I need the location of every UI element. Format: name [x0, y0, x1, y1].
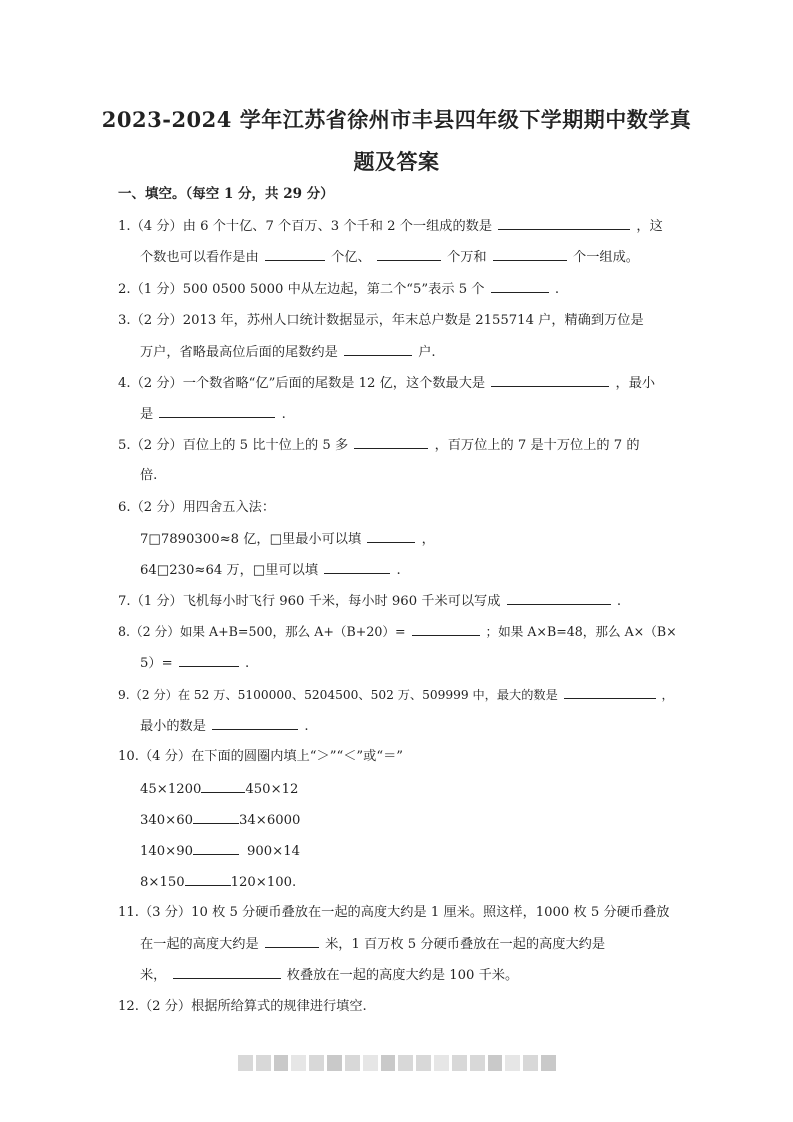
q11-text: 枚叠放在一起的高度大约是 100 千米。 [286, 968, 519, 983]
q6-text: 64□230≈64 万，□里可以填 [140, 563, 319, 578]
comparison-right: 34×6000 [239, 813, 301, 828]
q7-text: 7.（1 分）飞机每小时飞行 960 千米，每小时 960 千米可以写成 [118, 594, 501, 609]
comparison-left: 140×90 [140, 844, 194, 859]
question-6-line-2 [140, 529, 435, 550]
comparison-right: 900×14 [247, 844, 301, 859]
answer-blank[interactable] [412, 622, 480, 636]
answer-blank[interactable] [193, 841, 239, 855]
question-12: 12.（2 分）根据所给算式的规律进行填空. [118, 999, 367, 1014]
comparison-row [140, 779, 298, 800]
answer-blank[interactable] [201, 779, 245, 793]
question-9-line-2 [140, 716, 309, 737]
q4-text: 4.（2 分）一个数省略“亿”后面的尾数是 12 亿，这个数最大是 [118, 376, 486, 391]
answer-blank[interactable] [265, 247, 325, 261]
question-2 [118, 279, 559, 300]
q4-text: 是 [140, 407, 154, 422]
q9-text: 9.（2 分）在 52 万、5100000、5204500、502 万、509999 中，最大的数是 [118, 688, 558, 702]
question-4-line-1 [118, 373, 655, 394]
answer-blank[interactable] [179, 653, 239, 667]
comparison-row [140, 872, 296, 893]
q9-text: ， [661, 688, 674, 702]
comparison-left: 45×1200 [140, 782, 202, 797]
question-11-line-2 [140, 934, 605, 955]
question-9-line-1 [118, 685, 674, 705]
answer-blank[interactable] [377, 247, 441, 261]
question-7 [118, 591, 621, 612]
q7-text: . [616, 594, 622, 609]
q2-text: 2.（1 分）500 0500 5000 中从左边起，第二个“5”表示 5 个 [118, 282, 485, 297]
answer-blank[interactable] [159, 404, 275, 418]
answer-blank[interactable] [354, 435, 428, 449]
q1-text: ，这 [636, 219, 663, 234]
answer-blank[interactable] [185, 872, 231, 886]
answer-blank[interactable] [507, 591, 611, 605]
q2-text: . [554, 282, 560, 297]
comparison-row [140, 810, 300, 831]
q1-text: 个亿、 [331, 250, 371, 265]
title-line-2: 题及答案 [353, 149, 440, 174]
q8-text: 8.（2 分）如果 A+B=500，那么 A+（B+20）= [118, 624, 406, 639]
question-5-line-2: 倍. [140, 468, 158, 483]
q6-text: . [396, 563, 401, 578]
q6-text: 7□7890300≈8 亿，□里最小可以填 [140, 532, 362, 547]
question-6-line-3 [140, 560, 401, 581]
question-3-line-2 [140, 342, 436, 363]
q1-text: 个一组成。 [573, 250, 639, 265]
blurred-footer-watermark [238, 1055, 556, 1071]
question-3-line-1: 3.（2 分）2013 年，苏州人口统计数据显示，年末总户数是 2155714 户，精确到万位是 [118, 313, 644, 328]
answer-blank[interactable] [498, 216, 630, 230]
title-line-1: 2023-2024 学年江苏省徐州市丰县四年级下学期期中数学真 [101, 107, 692, 132]
q1-text: 个数也可以看作是由 [140, 250, 259, 265]
answer-blank[interactable] [173, 965, 281, 979]
q8-text: . [245, 656, 250, 671]
q1-text: 个万和 [447, 250, 487, 265]
question-10: 10.（4 分）在下面的圆圈内填上“＞”“＜”或“＝” [118, 749, 404, 764]
q3-text: 户. [418, 345, 436, 360]
q4-text: ，最小 [615, 376, 656, 391]
question-6: 6.（2 分）用四舍五入法： [118, 500, 276, 515]
question-4-line-2 [140, 404, 286, 425]
comparison-right: 120×100. [230, 875, 297, 890]
section-heading: 一、填空。（每空 1 分，共 29 分） [118, 186, 334, 202]
q5-text: ，百万位上的 7 是十万位上的 7 的 [434, 438, 640, 453]
q3-text: 万户，省略最高位后面的尾数约是 [140, 345, 338, 360]
comparison-left: 340×60 [140, 813, 194, 828]
answer-blank[interactable] [324, 560, 390, 574]
answer-blank[interactable] [265, 934, 319, 948]
comparison-row [140, 841, 300, 862]
question-5-line-1 [118, 435, 640, 456]
answer-blank[interactable] [193, 810, 239, 824]
q5-text: 5.（2 分）百位上的 5 比十位上的 5 多 [118, 438, 349, 453]
question-1-line-2 [140, 247, 639, 268]
question-1-line-1 [118, 216, 663, 237]
question-11-line-3 [140, 965, 518, 986]
q6-text: ， [421, 532, 435, 547]
q9-text: . [304, 719, 309, 734]
q9-text: 最小的数是 [140, 719, 206, 734]
q1-text: 1.（4 分）由 6 个十亿、7 个百万、3 个千和 2 个一组成的数是 [118, 219, 493, 234]
q11-text: 米， [140, 968, 167, 983]
question-8-line-1 [118, 622, 677, 642]
question-11-line-1: 11.（3 分）10 枚 5 分硬币叠放在一起的高度大约是 1 厘米。照这样，1000 枚 5 分硬币叠放 [118, 905, 670, 920]
answer-blank[interactable] [491, 279, 549, 293]
comparison-left: 8×150 [140, 875, 185, 890]
q11-text: 在一起的高度大约是 [140, 937, 259, 952]
comparison-right: 450×12 [245, 782, 299, 797]
answer-blank[interactable] [212, 716, 298, 730]
q8-text: 5）= [140, 656, 173, 671]
answer-blank[interactable] [564, 685, 656, 699]
q11-text: 米，1 百万枚 5 分硬币叠放在一起的高度大约是 [325, 937, 606, 952]
answer-blank[interactable] [344, 342, 412, 356]
answer-blank[interactable] [491, 373, 609, 387]
q8-text: ；如果 A×B=48，那么 A×（B× [485, 624, 677, 639]
q4-text: . [281, 407, 286, 422]
answer-blank[interactable] [367, 529, 415, 543]
question-8-line-2 [140, 653, 249, 674]
answer-blank[interactable] [493, 247, 567, 261]
